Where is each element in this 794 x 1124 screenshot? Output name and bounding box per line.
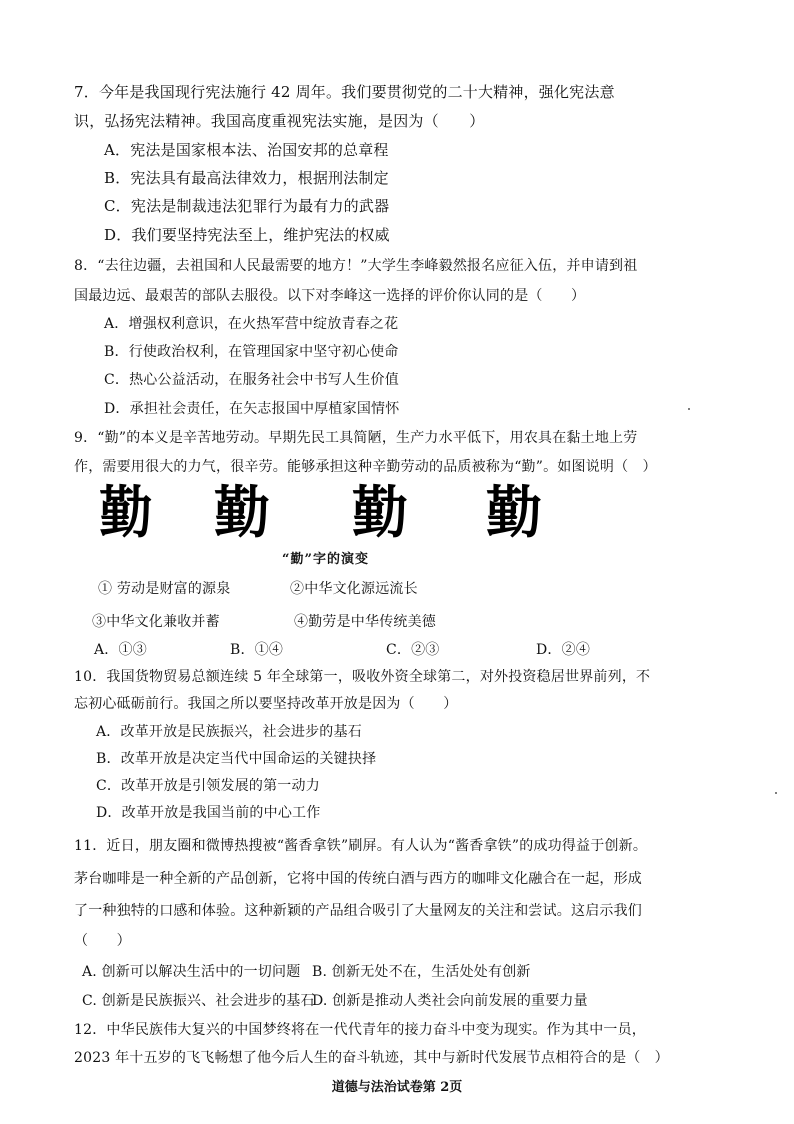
q9-statement-1: ① 劳动是财富的源泉 [98,581,231,597]
q7-option-c: C．宪法是制裁违法犯罪行为最有力的武器 [104,197,390,215]
q9-statement-3: ③中华文化兼收并蓄 [92,614,220,630]
q8-option-a: A．增强权利意识，在火热军营中绽放青春之花 [104,316,399,332]
q9-choice-a: A．①③ [94,642,147,658]
q10-option-a: A．改革开放是民族振兴，社会进步的基石 [96,724,362,740]
q8-option-d: D．承担社会责任，在矢志报国中厚植家国情怀 [104,401,400,417]
q8-stem-line1: 8．“去往边疆，去祖国和人民最需要的地方！”大学生李峰毅然报名应征入伍，并申请到祖 [74,258,638,274]
q11-option-b: B. 创新无处不在，生活处处有创新 [312,964,531,980]
q10-option-d: D．改革开放是我国当前的中心工作 [96,805,321,821]
q7-option-a: A．宪法是国家根本法、治国安邦的总章程 [104,141,389,159]
seal-script-glyph: 勤 [352,480,402,546]
scan-speck [688,408,690,410]
page-footer: 道德与法治试卷第 2页 [331,1080,463,1095]
q10-stem-line2: 忘初心砥砺前行。我国之所以要坚持改革开放是因为（ ） [74,696,458,712]
bronze-script-glyph: 勤 [214,480,264,546]
q11-stem-line2: 茅台咖啡是一种全新的产品创新，它将中国的传统白酒与西方的咖啡文化融合在一起，形成 [74,871,642,887]
q11-option-c: C. 创新是民族振兴、社会进步的基石 [82,993,315,1009]
q9-choice-d: D．②④ [536,642,591,658]
figure-caption: “勤”字的演变 [282,552,369,567]
q11-stem-line3: 了一种独特的口感和体验。这种新颖的产品组合吸引了大量网友的关注和尝试。这启示我们 [74,903,642,919]
q11-option-d: D. 创新是推动人类社会向前发展的重要力量 [312,993,588,1009]
q9-choice-c: C．②③ [386,642,440,658]
q9-statement-2: ②中华文化源远流长 [290,581,418,597]
q9-choice-b: B．①④ [230,642,284,658]
q7-stem-line1: 7．今年是我国现行宪法施行 42 周年。我们要贯彻党的二十大精神，强化宪法意 [74,83,615,101]
q12-stem-line1: 12．中华民族伟大复兴的中国梦终将在一代代青年的接力奋斗中变为现实。作为其中一员， [74,1022,647,1038]
q11-option-a: A. 创新可以解决生活中的一切问题 [82,964,301,980]
q7-stem-line2: 识，弘扬宪法精神。我国高度重视宪法实施，是因为（ ） [74,112,485,130]
q7-option-b: B．宪法具有最高法律效力，根据刑法制定 [104,169,389,187]
q11-stem-line1: 11．近日，朋友圈和微博热搜被“酱香拿铁”刷屏。有人认为“酱香拿铁”的成功得益于创新。 [74,838,648,854]
scan-speck [775,792,777,794]
q9-statement-4: ④勤劳是中华传统美德 [294,614,436,630]
q8-option-b: B．行使政治权利，在管理国家中坚守初心使命 [104,344,399,360]
q10-option-c: C．改革开放是引领发展的第一动力 [96,778,320,794]
q12-stem-line2: 2023 年十五岁的飞飞畅想了他今后人生的奋斗轨迹，其中与新时代发展节点相符合的是（ ） [74,1050,669,1066]
clerical-script-glyph: 勤 [486,480,536,546]
q8-option-c: C．热心公益活动，在服务社会中书写人生价值 [104,372,399,388]
q10-option-b: B．改革开放是决定当代中国命运的关键抉择 [96,751,377,767]
oracle-bone-glyph: 勤 [99,480,147,546]
q7-option-d: D．我们要坚持宪法至上，维护宪法的权威 [104,226,390,244]
q8-stem-line2: 国最边远、最艰苦的部队去服役。以下对李峰这一选择的评价你认同的是（ ） [74,288,586,304]
q11-answer-blank: （ ） [74,933,131,949]
q9-stem-line2: 作，需要用很大的力气，很辛劳。能够承担这种辛勤劳动的品质被称为“勤”。如图说明（ ） [74,459,657,475]
q9-stem-line1: 9．“勤”的本义是辛苦地劳动。早期先民工具简陋，生产力水平低下，用农具在黏土地上劳 [74,430,638,446]
q10-stem-line1: 10．我国货物贸易总额连续 5 年全球第一，吸收外资全球第二，对外投资稳居世界前列，不 [74,669,651,685]
